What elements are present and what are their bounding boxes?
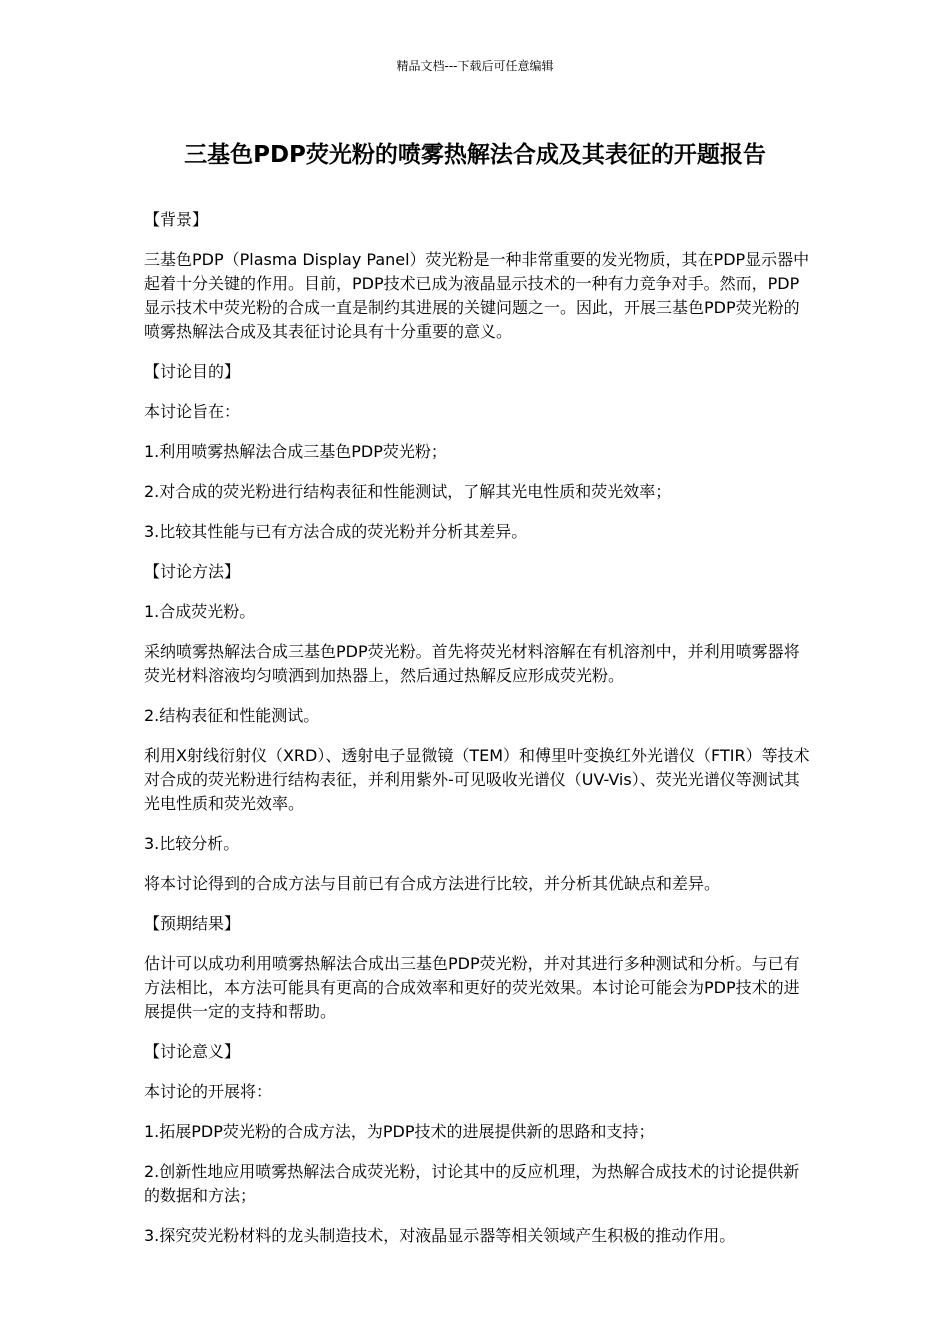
list-item-purpose-3: 3.比较其性能与已有方法合成的荧光粉并分析其差异。: [144, 522, 528, 541]
list-item-method-3: 3.比较分析。: [144, 834, 240, 853]
document-body: [144, 208, 812, 1264]
paragraph-purpose-intro: 本讨论旨在：: [144, 402, 241, 421]
list-item-significance-1: 1.拓展PDP荧光粉的合成方法，为PDP技术的进展提供新的思路和支持；: [144, 1122, 655, 1141]
paragraph-significance-intro: 本讨论的开展将：: [144, 1082, 273, 1101]
paragraph-method-1: 采纳喷雾热解法合成三基色PDP荧光粉。首先将荧光材料溶解在有机溶剂中，并利用喷雾器将荧光材料溶液均匀喷洒到加热器上，然后通过热解反应形成荧光粉。: [144, 642, 800, 685]
list-item-method-1: 1.合成荧光粉。: [144, 602, 256, 621]
paragraph-expected: 估计可以成功利用喷雾热解法合成出三基色PDP荧光粉，并对其进行多种测试和分析。与已有方法相比，本方法可能具有更高的合成效率和更好的荧光效果。本讨论可能会为PDP技术的进展提供一定的支持和帮助。: [144, 954, 800, 1021]
section-heading-purpose: 【讨论目的】: [144, 362, 241, 381]
list-item-purpose-2: 2.对合成的荧光粉进行结构表征和性能测试，了解其光电性质和荧光效率；: [144, 482, 672, 501]
paragraph-background: 三基色PDP（Plasma Display Panel）荧光粉是一种非常重要的发光物质，其在PDP显示器中起着十分关键的作用。目前，PDP技术已成为液晶显示技术的一种有力竞争对手。然而，PDP显示技术中荧光粉的合成一直是制约其进展的关键问题之一。因此，开展三基色PDP荧光粉的喷雾热解法合成及其表征讨论具有十分重要的意义。: [144, 250, 810, 341]
list-item-method-2: 2.结构表征和性能测试。: [144, 706, 320, 725]
section-heading-background: 【背景】: [144, 210, 209, 229]
header-note: 精品文档---下载后可任意编辑: [396, 59, 554, 73]
list-item-significance-2: 2.创新性地应用喷雾热解法合成荧光粉，讨论其中的反应机理，为热解合成技术的讨论提供新的数据和方法；: [144, 1162, 800, 1205]
paragraph-method-3: 将本讨论得到的合成方法与目前已有合成方法进行比较，并分析其优缺点和差异。: [144, 874, 721, 893]
section-heading-significance: 【讨论意义】: [144, 1042, 241, 1061]
list-item-significance-3: 3.探究荧光粉材料的龙头制造技术，对液晶显示器等相关领域产生积极的推动作用。: [144, 1226, 736, 1245]
section-heading-expected: 【预期结果】: [144, 914, 241, 933]
list-item-purpose-1: 1.利用喷雾热解法合成三基色PDP荧光粉；: [144, 442, 447, 461]
paragraph-method-2: 利用X射线衍射仪（XRD）、透射电子显微镜（TEM）和傅里叶变换红外光谱仪（FTIR）等技术对合成的荧光粉进行结构表征，并利用紫外-可见吸收光谱仪（UV-Vis）、荧光光谱仪等测试其光电性质和荧光效率。: [144, 746, 810, 813]
section-heading-method: 【讨论方法】: [144, 562, 241, 581]
document-title: 三基色PDP荧光粉的喷雾热解法合成及其表征的开题报告: [184, 142, 766, 168]
